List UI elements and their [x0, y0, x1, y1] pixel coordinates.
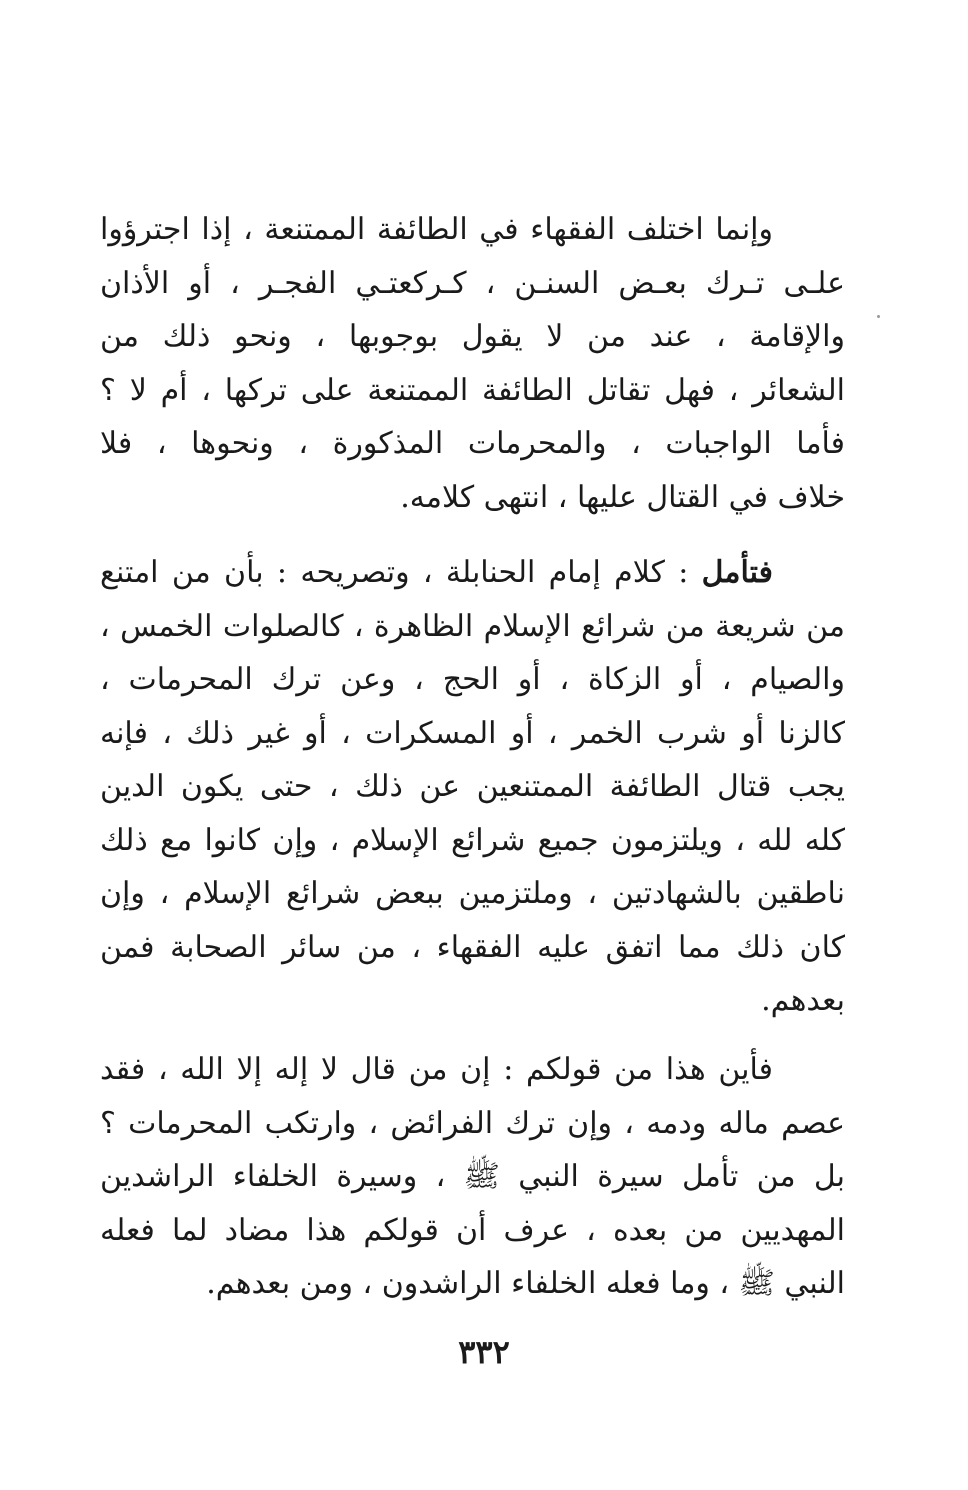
text-line: المهديين من بعده ، عرف أن قولكم هذا مضاد لما فعله	[100, 1212, 845, 1248]
text-line: وإنما اختلف الفقهاء في الطائفة الممتنعة ، إذا اجترؤوا	[100, 212, 773, 247]
text-line: فأما الواجبات ، والمحرمات المذكورة ، ونحوها ، فلا	[100, 426, 845, 461]
text-line	[100, 546, 845, 600]
text-line: والصيام ، أو الزكاة ، أو الحج ، وعن ترك المحرمات ،	[100, 662, 845, 697]
paragraph-2	[100, 546, 845, 1028]
text-line: بل من تأمل سيرة النبي ﷺ ، وسيرة الخلفاء الراشدين	[100, 1159, 845, 1194]
page-number: ٣٣٢	[458, 1333, 510, 1371]
lead-line-rest: : كلام إمام الحنابلة ، وتصريحه : بأن من امتنع	[100, 555, 702, 590]
text-line: ناطقين بالشهادتين ، وملتزمين ببعض شرائع الإسلام ، وإن	[100, 876, 845, 911]
text-line: كله لله ، ويلتزمون جميع شرائع الإسلام ، وإن كانوا مع ذلك	[100, 822, 845, 858]
lead-word: فتأمل	[701, 555, 773, 590]
text-line: فأين هذا من قولكم : إن من قال لا إله إلا الله ، فقد	[100, 1052, 773, 1087]
text-line: من شريعة من شرائع الإسلام الظاهرة ، كالصلوات الخمس ،	[100, 608, 845, 644]
text-line: الشعائر ، فهل تقاتل الطائفة الممتنعة على تركها ، أم لا ؟	[100, 372, 845, 408]
text-line: بعدهم.	[761, 983, 845, 1018]
text-line: النبي ﷺ ، وما فعله الخلفاء الراشدون ، ومن بعدهم.	[206, 1266, 845, 1301]
paragraph-3	[100, 1043, 845, 1311]
text-line: كان ذلك مما اتفق عليه الفقهاء ، من سائر الصحابة فمن	[100, 929, 845, 965]
text-line: يجب قتال الطائفة الممتنعين عن ذلك ، حتى يكون الدين	[100, 769, 845, 804]
paragraph-1	[100, 203, 845, 524]
text-line: كالزنا أو شرب الخمر ، أو المسكرات ، أو غير ذلك ، فإنه	[100, 715, 845, 751]
text-line: خلاف في القتال عليها ، انتهى كلامه.	[400, 479, 845, 515]
text-line: عصم ماله ودمه ، وإن ترك الفرائض ، وارتكب المحرمات ؟	[100, 1105, 845, 1141]
margin-speck	[877, 315, 880, 318]
text-line: علـى تـرك بعـض السنـن ، كـركعتـي الفجـر ، أو الأذان	[100, 265, 845, 301]
text-line: والإقامة ، عند من لا يقول بوجوبها ، ونحو ذلك من	[100, 319, 845, 354]
